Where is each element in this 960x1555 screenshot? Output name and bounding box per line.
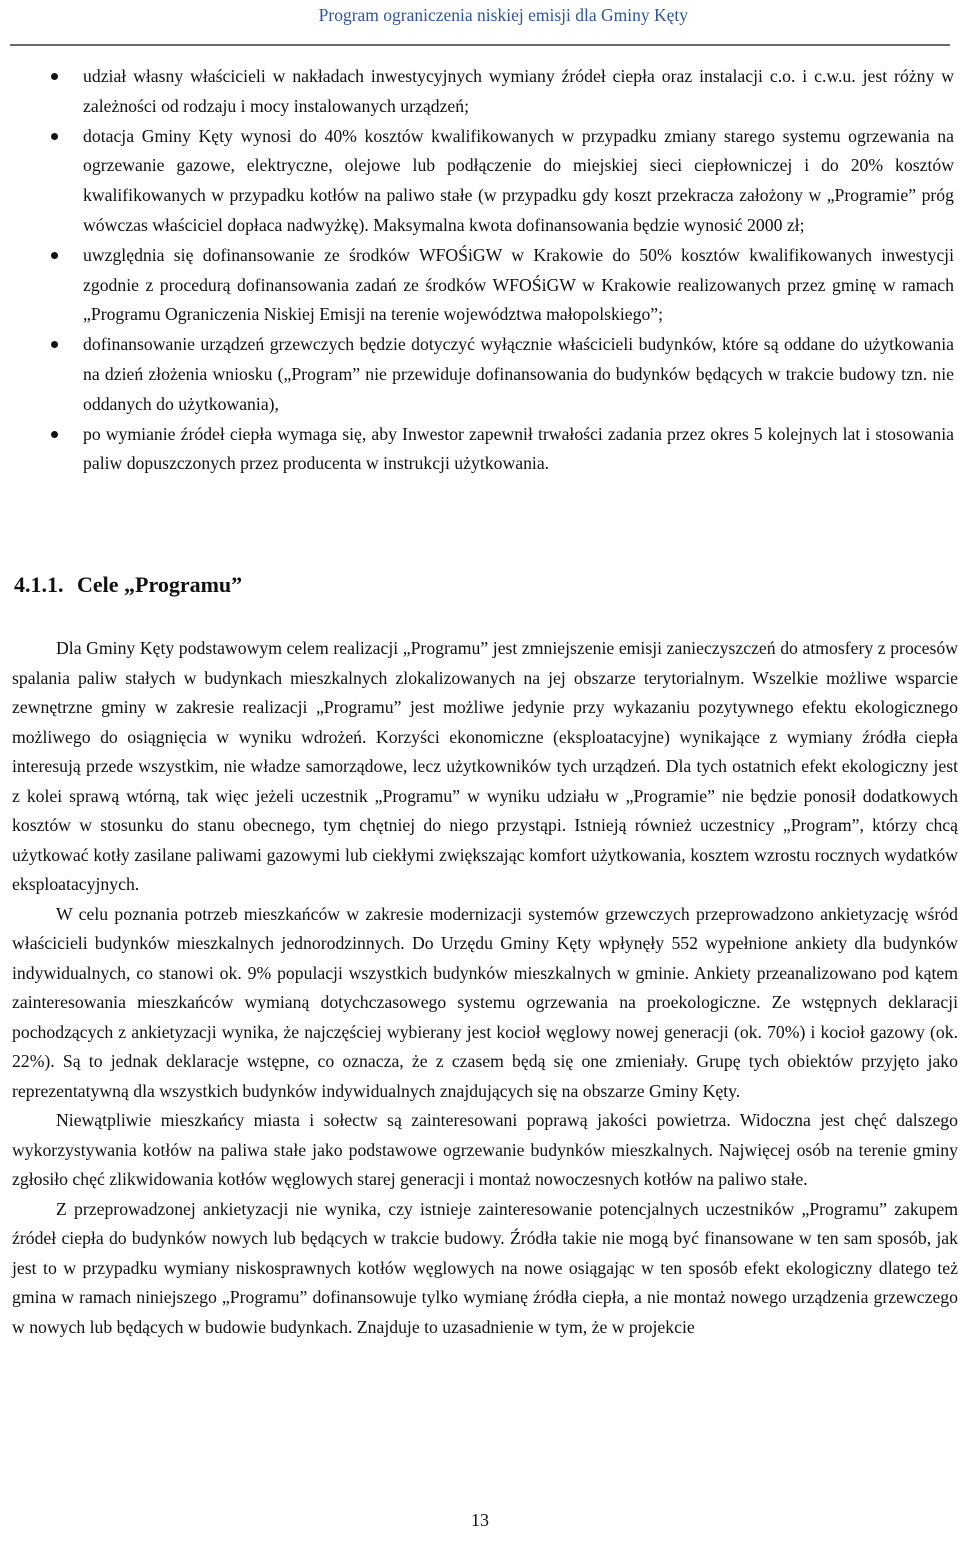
section-number: 4.1.1. [14, 572, 64, 597]
document-title: Program ograniczenia niskiej emisji dla Gminy Kęty [318, 5, 688, 25]
bullet-text: udział własny właścicieli w nakładach inwestycyjnych wymiany źródeł ciepła oraz instalacji c.o. i c.w.u. jest różny w zależności od rodzaju i mocy instalowanych urządzeń; [83, 66, 954, 116]
bullet-text: dotacja Gminy Kęty wynosi do 40% kosztów kwalifikowanych w przypadku zmiany starego systemu ogrzewania na ogrzewanie gazowe, elektryczne, olejowe lub podłączenie do miejskiej sieci ciepłowniczej i do 20% kosztów kwalifikowanych w przypadku kotłów na paliwo stałe (w przypadku gdy koszt przekracza założony w „Programie” próg wówczas właściciel dopłaca nadwyżkę). Maksymalna kwota dofinansowania będzie wynosić 2000 zł; [83, 125, 954, 235]
bullet-text: uwzględnia się dofinansowanie ze środków WFOŚiGW w Krakowie do 50% kosztów kwalifikowanych inwestycji zgodnie z procedurą dofinansowania zadań ze środków WFOŚiGW w Krakowie realizowanych przez gminę w ramach „Programu Ograniczenia Niskiej Emisji na terenie województwa małopolskiego”; [83, 244, 954, 325]
body-text [12, 634, 958, 1342]
bullet-icon [51, 133, 58, 140]
paragraph: Niewątpliwie mieszkańcy miasta i sołectw są zainteresowani poprawą jakości powietrza. Widoczna jest chęć dalszego wykorzystywania kotłów na paliwa stałe jako podstawowe ogrzewanie budynków mieszkalnych. Najwięcej osób na terenie gminy zgłosiło chęć zlikwidowania kotłów węglowych starej generacji i montaż nowoczesnych kotłów na paliwo stałe. [12, 1110, 958, 1189]
bullet-icon [51, 341, 58, 348]
bullet-text: dofinansowanie urządzeń grzewczych będzie dotyczyć wyłącznie właścicieli budynków, które są oddane do użytkowania na dzień złożenia wniosku („Program” nie przewiduje dofinansowania do budynków będących w trakcie budowy tzn. nie oddanych do użytkowania), [83, 334, 954, 414]
bullet-item [0, 62, 960, 122]
bullet-item [0, 330, 960, 419]
bullet-icon [51, 252, 58, 259]
bullet-item [0, 241, 960, 330]
paragraph: W celu poznania potrzeb mieszkańców w zakresie modernizacji systemów grzewczych przeprowadzono ankietyzację wśród właścicieli budynków mieszkalnych jednorodzinnych. Do Urzędu Gminy Kęty wpłynęły 552 wypełnione ankiety dla budynków indywidualnych, co stanowi ok. 9% populacji wszystkich budynków mieszkalnych w gminie. Ankiety przeanalizowano pod kątem zainteresowania mieszkańców wymianą dotychczasowego systemu ogrzewania na proekologiczne. Ze wstępnych deklaracji pochodzących z ankietyzacji wynika, że najczęściej wybierany jest kocioł węglowy nowej generacji (ok. 70%) i kocioł gazowy (ok. 22%). Są to jednak deklaracje wstępne, co oznacza, że z czasem będą się one zmieniały. Grupę tych obiektów przyjęto jako reprezentatywną dla wszystkich budynków indywidualnych znajdujących się na obszarze Gminy Kęty. [12, 903, 958, 1101]
section-heading [14, 572, 242, 598]
paragraph: Z przeprowadzonej ankietyzacji nie wynika, czy istnieje zainteresowanie potencjalnych uczestników „Programu” zakupem źródeł ciepła do budynków nowych lub będących w trakcie budowy. Źródła takie nie mogą być finansowane w ten sam sposób, jak jest to w przypadku wymiany niskosprawnych kotłów węglowych na nowe osiągając w ten sposób efekt ekologiczny dlatego też gmina w ramach niniejszego „Programu” dofinansowuje tylko wymianę źródła ciepła, a nie montaż nowego urządzenia grzewczego w nowych lub będących w budowie budynkach. Znajduje to uzasadnienie w tym, że w projekcie [12, 1198, 958, 1337]
bullet-list [0, 62, 960, 479]
bullet-icon [51, 431, 58, 438]
page-number: 13 [471, 1510, 489, 1530]
section-title: Cele „Programu” [77, 572, 243, 597]
paragraph: Dla Gminy Kęty podstawowym celem realizacji „Programu” jest zmniejszenie emisji zanieczyszczeń do atmosfery z procesów spalania paliw stałych w budynkach mieszkalnych zlokalizowanych na jej obszarze terytorialnym. Wszelkie możliwe wsparcie zewnętrzne gminy w zakresie realizacji „Programu” jest możliwe jedynie przy wykazaniu pozytywnego efektu ekologicznego możliwego do osiągnięcia w wyniku wdrożeń. Korzyści ekonomiczne (eksploatacyjne) wynikające z wymiany źródła ciepła interesują przede wszystkim, nie władze samorządowe, lecz użytkowników tych urządzeń. Dla tych ostatnich efekt ekologiczny jest z kolei sprawą wtórną, tak więc jeżeli uczestnik „Programu” w wyniku udziału w „Programie” nie będzie ponosił dodatkowych kosztów w stosunku do stanu obecnego, tym chętniej do niego przystąpi. Istnieją również uczestnicy „Program”, którzy chcą użytkować kotły zasilane paliwami gazowymi lub ciekłymi zwiększając komfort użytkowania, kosztem wzrostu rocznych wydatków eksploatacyjnych. [12, 638, 958, 894]
bullet-text: po wymianie źródeł ciepła wymaga się, aby Inwestor zapewnił trwałości zadania przez okres 5 kolejnych lat i stosowania paliw dopuszczonych przez producenta w instrukcji użytkowania. [83, 423, 954, 474]
bullet-icon [51, 73, 58, 80]
bullet-item [0, 122, 960, 241]
page-header [10, 0, 950, 46]
bullet-item [0, 420, 960, 480]
